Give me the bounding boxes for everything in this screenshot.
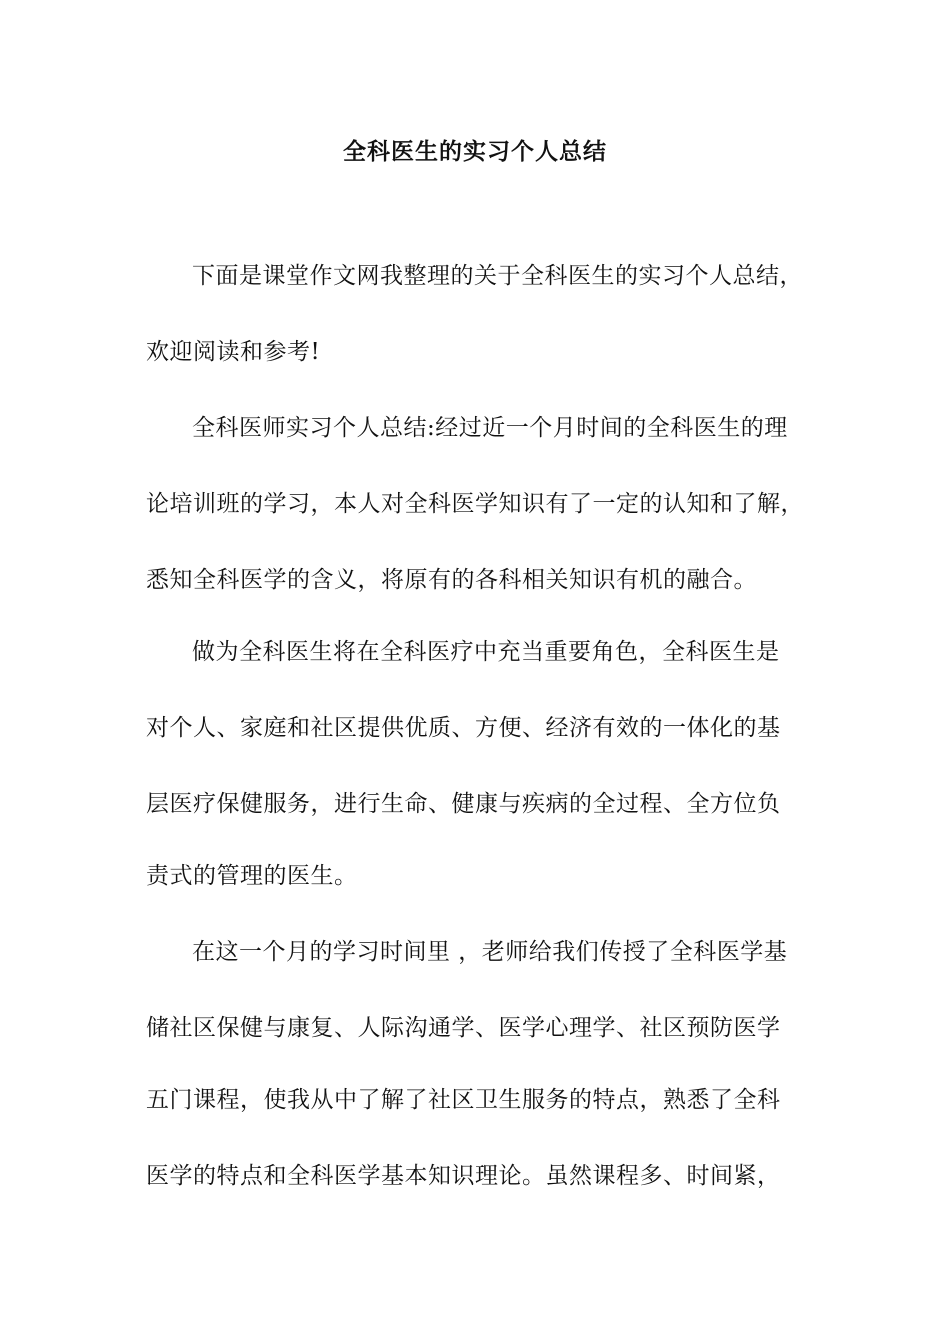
paragraph-line: 储社区保健与康复、人际沟通学、医学心理学、社区预防医学 [146, 1015, 781, 1041]
paragraph-line: 欢迎阅读和参考! [146, 339, 321, 365]
paragraph-line: 论培训班的学习，本人对全科医学知识有了一定的认知和了解， [146, 491, 804, 517]
paragraph-line: 五门课程，使我从中了解了社区卫生服务的特点，熟悉了全科 [146, 1087, 781, 1113]
paragraph-line: 医学的特点和全科医学基本知识理论。虽然课程多、时间紧， [146, 1163, 781, 1189]
paragraph-line: 下面是课堂作文网我整理的关于全科医生的实习个人总结， [192, 263, 803, 289]
paragraph-line: 层医疗保健服务，进行生命、健康与疾病的全过程、全方位负 [146, 791, 781, 817]
paragraph-line: 责式的管理的医生。 [146, 863, 358, 889]
paragraph-line: 对个人、家庭和社区提供优质、方便、经济有效的一体化的基 [146, 715, 781, 741]
paragraph-line: 悉知全科医学的含义，将原有的各科相关知识有机的融合。 [146, 567, 757, 593]
paragraph-line: 做为全科医生将在全科医疗中充当重要角色，全科医生是 [192, 639, 780, 665]
paragraph-line: 在这一个月的学习时间里 ，老师给我们传授了全科医学基 [192, 939, 788, 965]
document-title: 全科医生的实习个人总结 [343, 138, 607, 165]
paragraph-line: 全科医师实习个人总结:经过近一个月时间的全科医生的理 [192, 415, 788, 441]
